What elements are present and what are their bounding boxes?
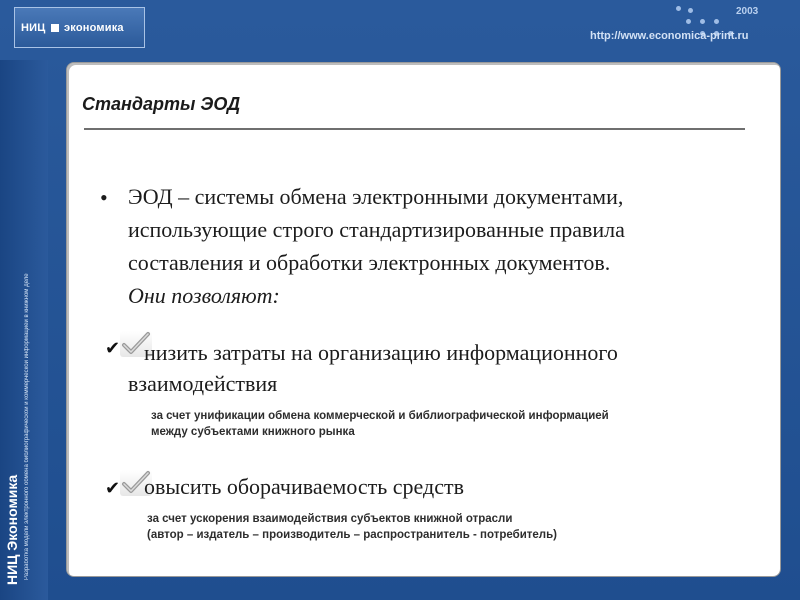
sidebar-subtitle: Разработка модели электронного обмена библиографической и коммерческой информацией в книжном деле <box>24 273 30 580</box>
logo-square-icon <box>51 24 59 32</box>
title-divider <box>84 128 745 130</box>
allows-text: Они позволяют: <box>128 283 280 308</box>
bullet-dot-icon: • <box>100 185 108 210</box>
item-1-note <box>151 408 609 440</box>
item-2-note <box>147 511 557 543</box>
year-label: 2003 <box>736 6 759 17</box>
checkmark-icon: ✔ <box>105 338 121 358</box>
item-1-line-1: низить затраты на организацию информационного <box>144 340 618 365</box>
logo-text-right: экономика <box>64 22 124 34</box>
site-url[interactable]: http://www.economica-print.ru <box>590 30 749 42</box>
logo-text-left: НИЦ <box>21 22 46 34</box>
item-2-line-1: овысить оборачиваемость средств <box>144 474 464 499</box>
item-1-line-2: взаимодействия <box>128 371 278 396</box>
item-1-note-line-2: между субъектами книжного рынка <box>151 426 355 438</box>
definition-line-2: использующие строго стандартизированные правила <box>128 217 625 242</box>
item-2-note-line-2: (автор – издатель – производитель – распространитель - потребитель) <box>147 529 557 541</box>
sidebar-brand: НИЦ Экономика <box>4 474 20 585</box>
slide-title: Стандарты ЭОД <box>82 94 241 114</box>
item-2-note-line-1: за счет ускорения взаимодействия субъектов книжной отрасли <box>147 513 513 525</box>
definition-line-1: ЭОД – системы обмена электронными документами, <box>128 184 624 209</box>
definition-text <box>128 180 768 312</box>
checkmark-icon: ✔ <box>105 478 121 498</box>
definition-line-3: составления и обработки электронных документов. <box>128 250 611 275</box>
logo <box>14 7 145 48</box>
item-1-note-line-1: за счет унификации обмена коммерческой и библиографической информацией <box>151 410 609 422</box>
